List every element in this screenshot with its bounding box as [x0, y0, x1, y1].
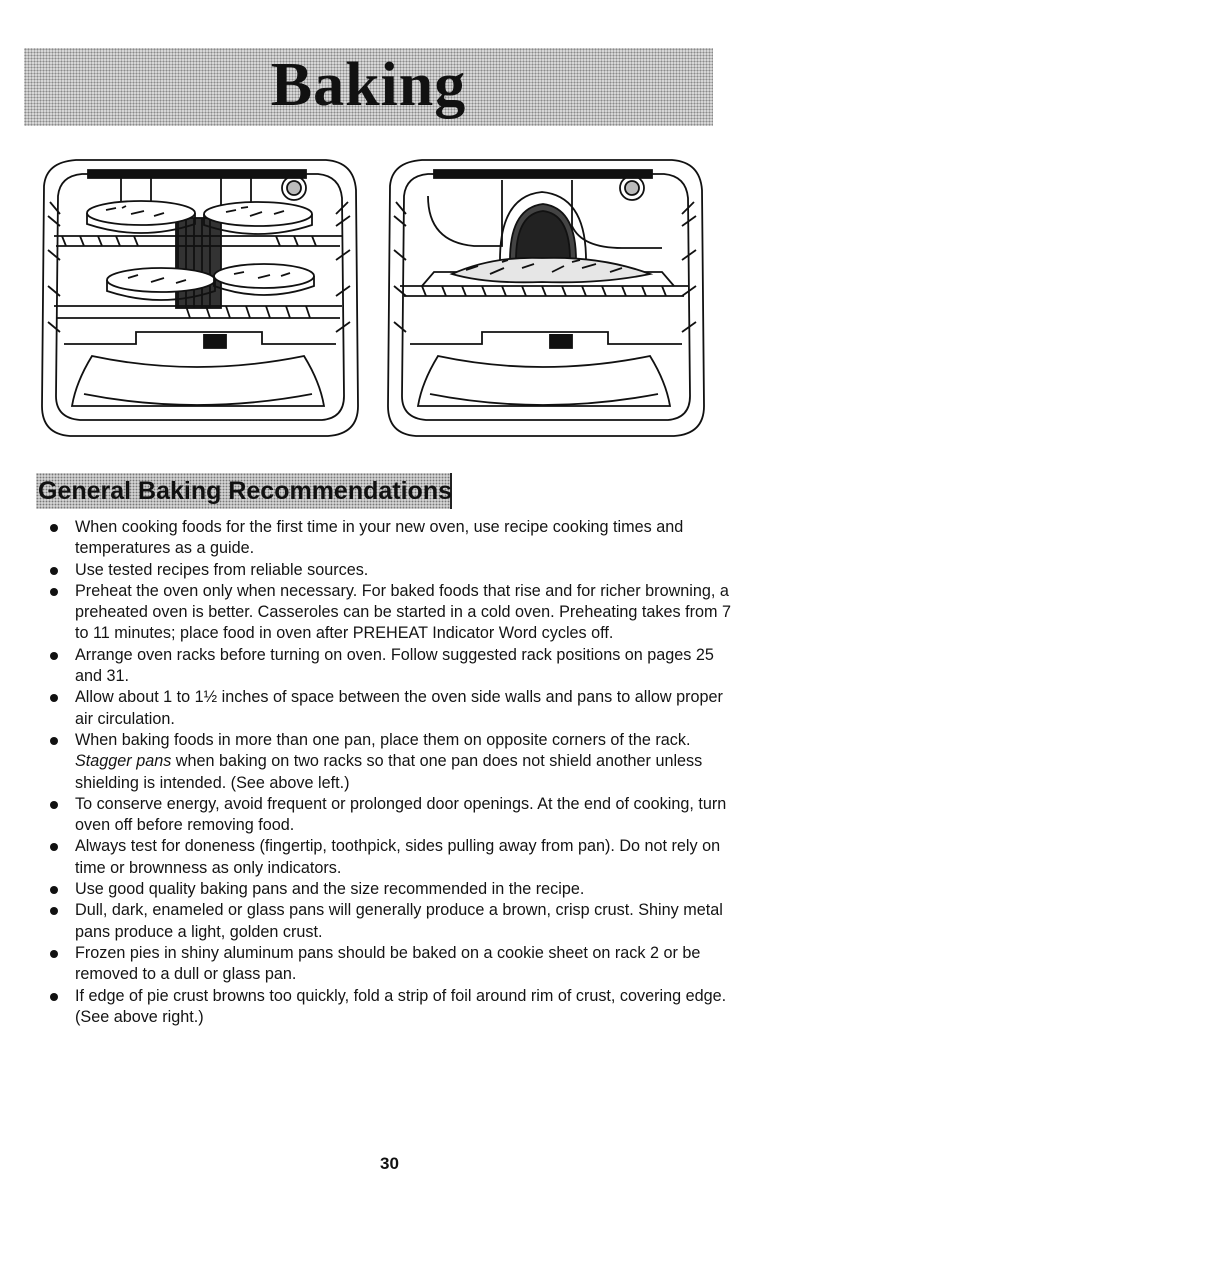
list-item: Use tested recipes from reliable sources. — [48, 560, 738, 581]
list-item: If edge of pie crust browns too quickly, fold a strip of foil around rim of crust, covering edge. (See above right.) — [48, 986, 738, 1029]
bullet-icon — [50, 567, 58, 575]
bullet-icon — [50, 737, 58, 745]
recommendations-list — [48, 517, 738, 1028]
bullet-icon — [50, 652, 58, 660]
bullet-icon — [50, 950, 58, 958]
bullet-icon — [50, 694, 58, 702]
section-banner — [36, 473, 452, 509]
list-item: Allow about 1 to 1½ inches of space between the oven side walls and pans to allow proper air circulation. — [48, 687, 738, 730]
list-item: Arrange oven racks before turning on oven. Follow suggested rack positions on pages 25 and 31. — [48, 645, 738, 688]
figures — [36, 156, 706, 438]
bullet-icon — [50, 524, 58, 532]
page-title: Baking — [270, 50, 467, 119]
bullet-icon — [50, 588, 58, 596]
list-item: When cooking foods for the first time in your new oven, use recipe cooking times and temperatures as a guide. — [48, 517, 738, 560]
page-number: 30 — [380, 1154, 399, 1173]
bullet-icon — [50, 886, 58, 894]
title-banner — [24, 48, 713, 126]
bullet-icon — [50, 907, 58, 915]
list-item: To conserve energy, avoid frequent or prolonged door openings. At the end of cooking, turn oven off before removing food. — [48, 794, 738, 837]
oven-single-rack-pie-illustration-icon — [382, 156, 706, 438]
list-item: When baking foods in more than one pan, place them on opposite corners of the rack. Stagger pans when baking on two racks so that one pan does not shield another unless shielding is intended. (See above left.) — [48, 730, 738, 794]
bullet-icon — [50, 993, 58, 1001]
list-item: Preheat the oven only when necessary. For baked foods that rise and for richer browning, a preheated oven is better. Casseroles can be started in a cold oven. Preheating takes from 7 to 11 minutes; place food in oven after PREHEAT Indicator Word cycles off. — [48, 581, 738, 645]
list-item: Always test for doneness (fingertip, toothpick, sides pulling away from pan). Do not rely on time or brownness as only indicators. — [48, 836, 738, 879]
section-title: General Baking Recommendations — [38, 476, 453, 505]
list-item: Use good quality baking pans and the size recommended in the recipe. — [48, 879, 738, 900]
list-item: Dull, dark, enameled or glass pans will generally produce a brown, crisp crust. Shiny metal pans produce a light, golden crust. — [48, 900, 738, 943]
list-item: Frozen pies in shiny aluminum pans should be baked on a cookie sheet on rack 2 or be removed to a dull or glass pan. — [48, 943, 738, 986]
bullet-icon — [50, 843, 58, 851]
stagger-pans-emphasis: Stagger pans — [75, 752, 172, 771]
bullet-icon — [50, 801, 58, 809]
oven-two-racks-illustration-icon — [36, 156, 360, 438]
